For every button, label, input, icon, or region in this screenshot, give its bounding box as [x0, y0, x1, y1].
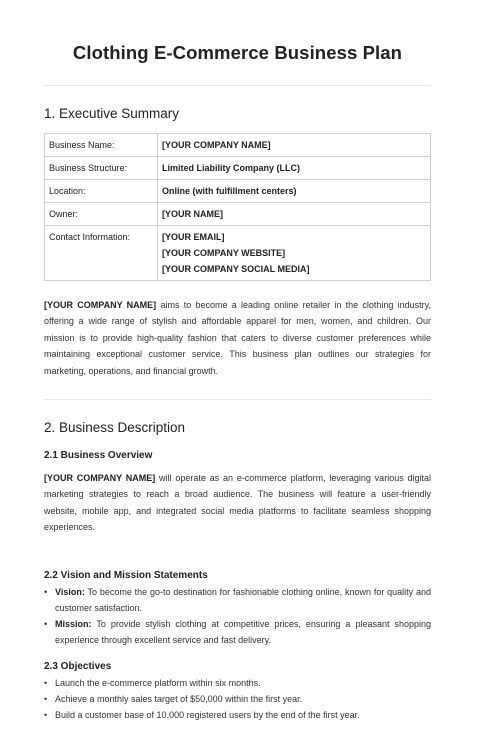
subheading-business-overview: 2.1 Business Overview	[44, 450, 153, 461]
company-name-placeholder: [YOUR COMPANY NAME]	[44, 300, 157, 310]
divider	[44, 85, 431, 86]
table-row	[45, 134, 431, 157]
business-overview-paragraph	[44, 470, 431, 536]
table-row	[45, 180, 431, 203]
company-name-placeholder: [YOUR COMPANY NAME]	[44, 473, 156, 483]
table-value: Online (with fulfillment centers)	[158, 180, 431, 203]
table-label: Location:	[45, 180, 158, 203]
table-value: [YOUR COMPANY NAME]	[158, 134, 431, 157]
mission-label: Mission:	[55, 619, 92, 629]
objectives-list	[44, 675, 431, 723]
divider	[44, 399, 431, 400]
subheading-vision-mission: 2.2 Vision and Mission Statements	[44, 570, 208, 581]
executive-summary-paragraph	[44, 297, 431, 379]
contact-social-media: [YOUR COMPANY SOCIAL MEDIA]	[162, 264, 310, 274]
mission-text: To provide stylish clothing at competitive prices, ensuring a pleasant shopping experience through excellent service and fast delivery.	[55, 619, 431, 645]
contact-website: [YOUR COMPANY WEBSITE]	[162, 248, 286, 258]
section-heading-business-description: 2. Business Description	[44, 420, 186, 435]
contact-email: [YOUR EMAIL]	[162, 232, 225, 242]
subheading-objectives: 2.3 Objectives	[44, 661, 112, 672]
table-label: Owner:	[45, 203, 158, 226]
overview-text: will operate as an e-commerce platform, leveraging various digital marketing strategies to reach a broad audience. The business will feature a user-friendly website, mobile app, and integrated social media platforms to facilitate seamless shopping experiences.	[44, 473, 432, 533]
table-label: Contact Information:	[45, 226, 158, 281]
table-label: Business Name:	[45, 134, 158, 157]
page-title: Clothing E-Commerce Business Plan	[72, 42, 403, 63]
table-row	[45, 203, 431, 226]
list-item: • Build a customer base of 10,000 registered users by the end of the first year.	[44, 710, 360, 720]
section-heading-executive-summary: 1. Executive Summary	[44, 106, 180, 121]
summary-text: aims to become a leading online retailer in the clothing industry, offering a wide range of stylish and affordable apparel for men, women, and children. Our mission is to provide high-quality fashion that caters to diverse customer preferences while maintaining exceptional customer service. This business plan outlines our strategies for marketing, operations, and financial growth.	[44, 300, 431, 376]
table-row	[45, 157, 431, 180]
list-item: • Mission: To provide stylish clothing at competitive prices, ensuring a pleasant shopping experience through excellent service and fast delivery.	[44, 619, 431, 645]
list-item: • Launch the e-commerce platform within six months.	[44, 678, 261, 688]
table-row	[45, 226, 431, 281]
list-item: • Achieve a monthly sales target of $50,000 within the first year.	[44, 694, 303, 704]
table-value	[158, 226, 431, 281]
vision-text: To become the go-to destination for fashionable clothing online, known for quality and customer satisfaction.	[55, 587, 431, 613]
list-item: • Vision: To become the go-to destination for fashionable clothing online, known for quality and customer satisfaction.	[44, 587, 431, 613]
vision-label: Vision:	[55, 587, 85, 597]
business-info-table	[44, 133, 431, 281]
table-value: Limited Liability Company (LLC)	[158, 157, 431, 180]
table-value: [YOUR NAME]	[158, 203, 431, 226]
table-label: Business Structure:	[45, 157, 158, 180]
vision-mission-list	[44, 584, 431, 648]
